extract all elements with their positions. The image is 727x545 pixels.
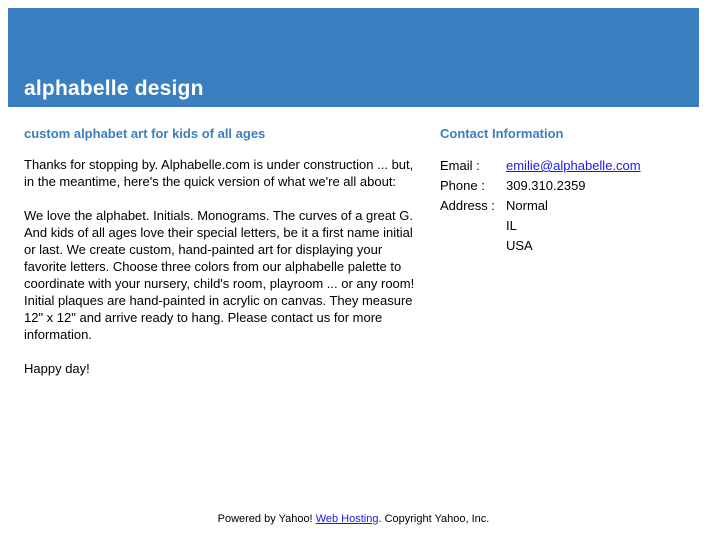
contact-section [440, 125, 700, 256]
intro-paragraph: Thanks for stopping by. Alphabelle.com is under construction ... but, in the meantime, here's the quick version of what we're all about: [24, 157, 414, 189]
contact-heading: Contact Information [440, 126, 564, 141]
address-country: USA [506, 238, 533, 253]
footer-prefix: Powered by Yahoo! [217, 513, 316, 525]
email-row [440, 156, 641, 176]
address-spacer [440, 216, 506, 236]
about-paragraph: We love the alphabet. Initials. Monograms. The curves of a great G. And kids of all ages love their special letters, be it a first name initial or last. We create custom, hand-painted art for displaying your favorite letters. Choose three colors from our alphabelle palette to coordinate with your nursery, child's room, playroom ... or any room! Initial plaques are hand-painted in acrylic on canvas. They measure 12" x 12" and arrive ready to hang. Please contact us for more information. [24, 208, 415, 342]
address-spacer [440, 236, 506, 256]
phone-value: 309.310.2359 [506, 178, 586, 193]
phone-row [440, 176, 641, 196]
phone-label: Phone : [440, 178, 485, 193]
email-link[interactable]: emilie@alphabelle.com [506, 158, 641, 173]
address-row [440, 216, 641, 236]
address-row [440, 196, 641, 216]
email-cell [506, 156, 641, 176]
closing-paragraph: Happy day! [24, 361, 90, 376]
footer [0, 513, 707, 525]
address-state: IL [506, 218, 517, 233]
address-label: Address : [440, 198, 495, 213]
main-heading: custom alphabet art for kids of all ages [24, 126, 266, 141]
header-banner [8, 8, 699, 107]
site-title: alphabelle design [24, 77, 204, 100]
footer-suffix: . Copyright Yahoo, Inc. [378, 513, 490, 525]
address-city: Normal [506, 198, 548, 213]
address-row [440, 236, 641, 256]
email-label: Email : [440, 158, 480, 173]
contact-table [440, 156, 641, 256]
main-content [24, 125, 419, 394]
web-hosting-link[interactable]: Web Hosting [315, 513, 379, 525]
